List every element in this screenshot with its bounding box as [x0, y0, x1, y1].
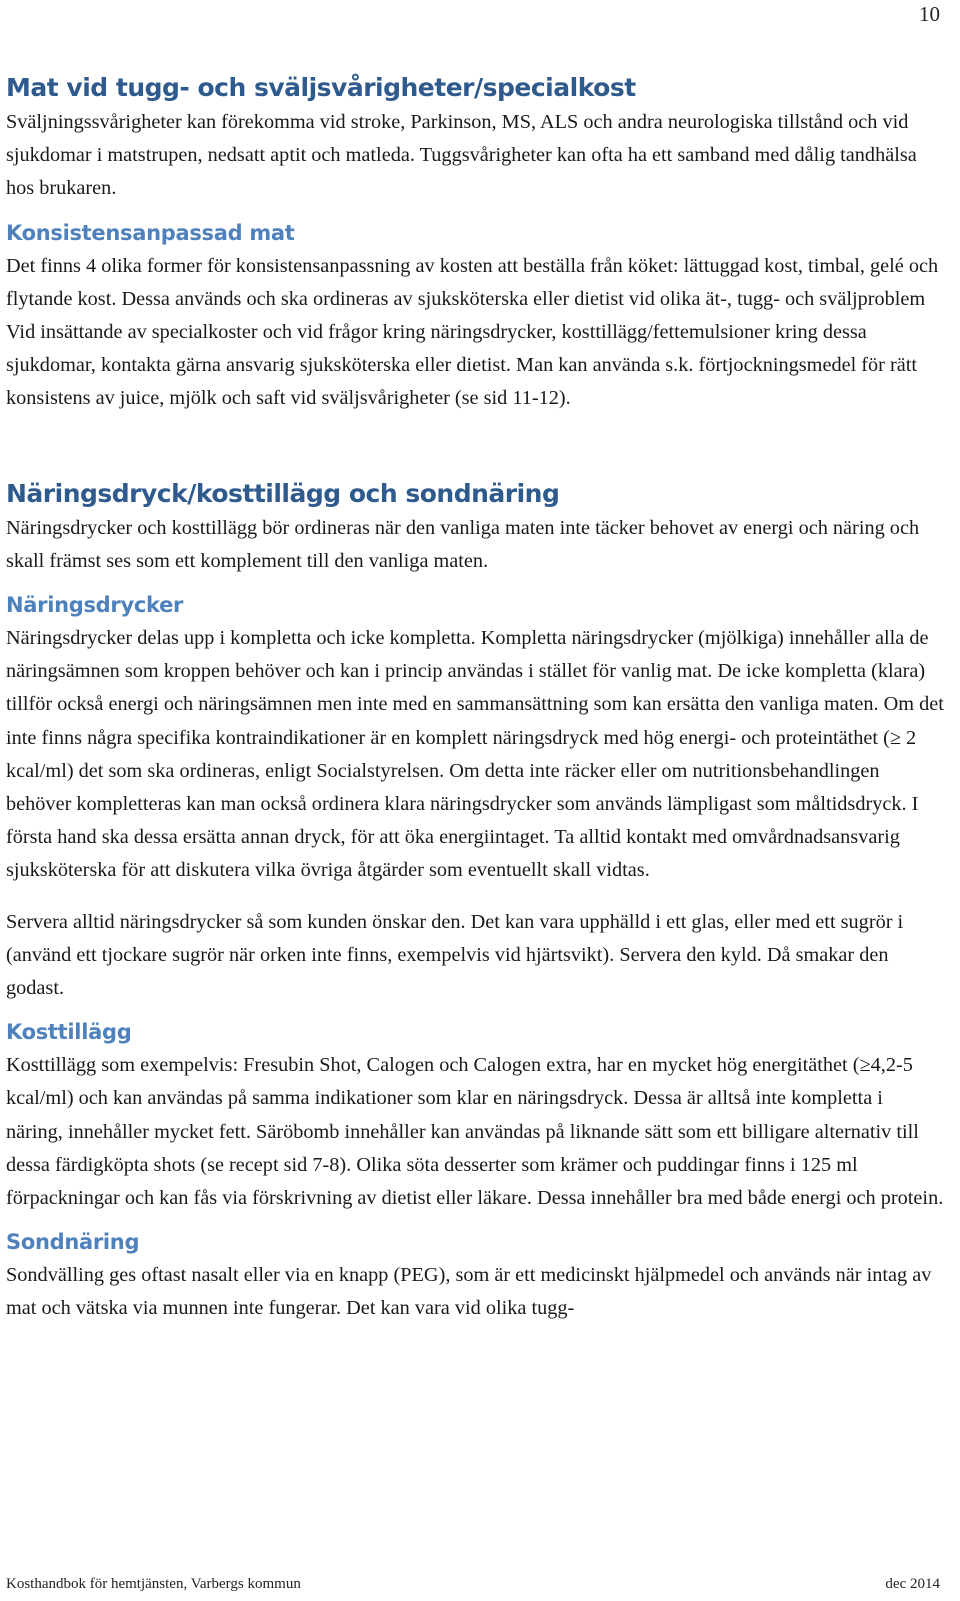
subheading-konsistensanpassad-mat: Konsistensanpassad mat	[6, 220, 295, 245]
section-heading-naringsdryck: Näringsdryck/kosttillägg och sondnäring	[6, 478, 560, 508]
footer-date: dec 2014	[885, 1576, 940, 1592]
paragraph: Näringsdrycker delas upp i kompletta och icke kompletta. Kompletta näringsdrycker (mjölkiga) innehåller alla de näringsämnen som kroppen behöver och kan i princip användas i stället för vanlig mat. De icke kompletta (klara) tillför också energi och näringsämnen men inte med en sammansättning som kan ersätta den vanliga maten. Om det inte finns några specifika kontraindikationer är en komplett näringsdryck med hög energi- och proteintäthet (≥ 2 kcal/ml) det som ska ordineras, enligt Socialstyrelsen. Om detta inte räcker eller om nutritionsbehandlingen behöver kompletteras kan man också ordinera klara näringsdrycker som används lämpligast som måltidsdryck. I första hand ska dessa ersätta annan dryck, för att öka energiintaget. Ta alltid kontakt med omvårdnadsansvarig sjuksköterska för att diskutera vilka övriga åtgärder som eventuellt skall vidtas.	[6, 627, 944, 882]
subheading-naringsdrycker: Näringsdrycker	[6, 593, 184, 618]
footer-title: Kosthandbok för hemtjänsten, Varbergs kommun	[6, 1576, 301, 1592]
document-body	[6, 70, 944, 1326]
page-number: 10	[919, 2, 940, 26]
paragraph: Servera alltid näringsdrycker så som kunden önskar den. Det kan vara upphälld i ett glas, eller med ett sugrör i (använd ett tjockare sugrör när orken inte finns, exempelvis vid hjärtsvikt). Servera den kyld. Då smakar den godast.	[6, 910, 904, 1000]
paragraph: Kosttillägg som exempelvis: Fresubin Shot, Calogen och Calogen extra, har en mycket hög energitäthet (≥4,2-5 kcal/ml) och kan användas på samma indikationer som klar en näringsdryck. Dessa är alltså inte kompletta i näring, innehåller mycket fett. Säröbomb innehåller kan användas på liknande sätt som ett billigare alternativ till dessa färdigköpta shots (se recept sid 7-8). Olika söta desserter som krämer och puddingar finns i 125 ml förpackningar och kan fås via förskrivning av dietist eller läkare. Dessa innehåller bra med både energi och protein.	[6, 1054, 944, 1210]
paragraph: Sondvälling ges oftast nasalt eller via en knapp (PEG), som är ett medicinskt hjälpmedel och används när intag av mat och vätska via munnen inte fungerar. Det kan vara vid olika tugg-	[6, 1264, 932, 1320]
paragraph: Näringsdrycker och kosttillägg bör ordineras när den vanliga maten inte täcker behovet av energi och näring och skall främst ses som ett komplement till den vanliga maten.	[6, 516, 920, 572]
paragraph: Det finns 4 olika former för konsistensanpassning av kosten att beställa från köket: lättuggad kost, timbal, gelé och flytande kost. Dessa används och ska ordineras av sjuksköterska eller dietist vid olika ät-, tugg- och sväljproblem Vid insättande av specialkoster och vid frågor kring näringsdrycker, kosttillägg/fettemulsioner kring dessa sjukdomar, kontakta gärna ansvarig sjuksköterska eller dietist. Man kan använda s.k. förtjockningsmedel för rätt konsistens av juice, mjölk och saft vid sväljsvårigheter (se sid 11-12).	[6, 254, 939, 410]
subheading-kosttillagg: Kosttillägg	[6, 1020, 132, 1045]
paragraph: Sväljningssvårigheter kan förekomma vid stroke, Parkinson, MS, ALS och andra neurologiska tillstånd och vid sjukdomar i matstrupen, nedsatt aptit och matleda. Tuggsvårigheter kan ofta ha ett samband med dålig tandhälsa hos brukaren.	[6, 111, 917, 200]
page-footer	[6, 1576, 940, 1593]
section-heading-mat-vid-tugg: Mat vid tugg- och sväljsvårigheter/specialkost	[6, 73, 636, 102]
subheading-sondnaring: Sondnäring	[6, 1230, 140, 1255]
